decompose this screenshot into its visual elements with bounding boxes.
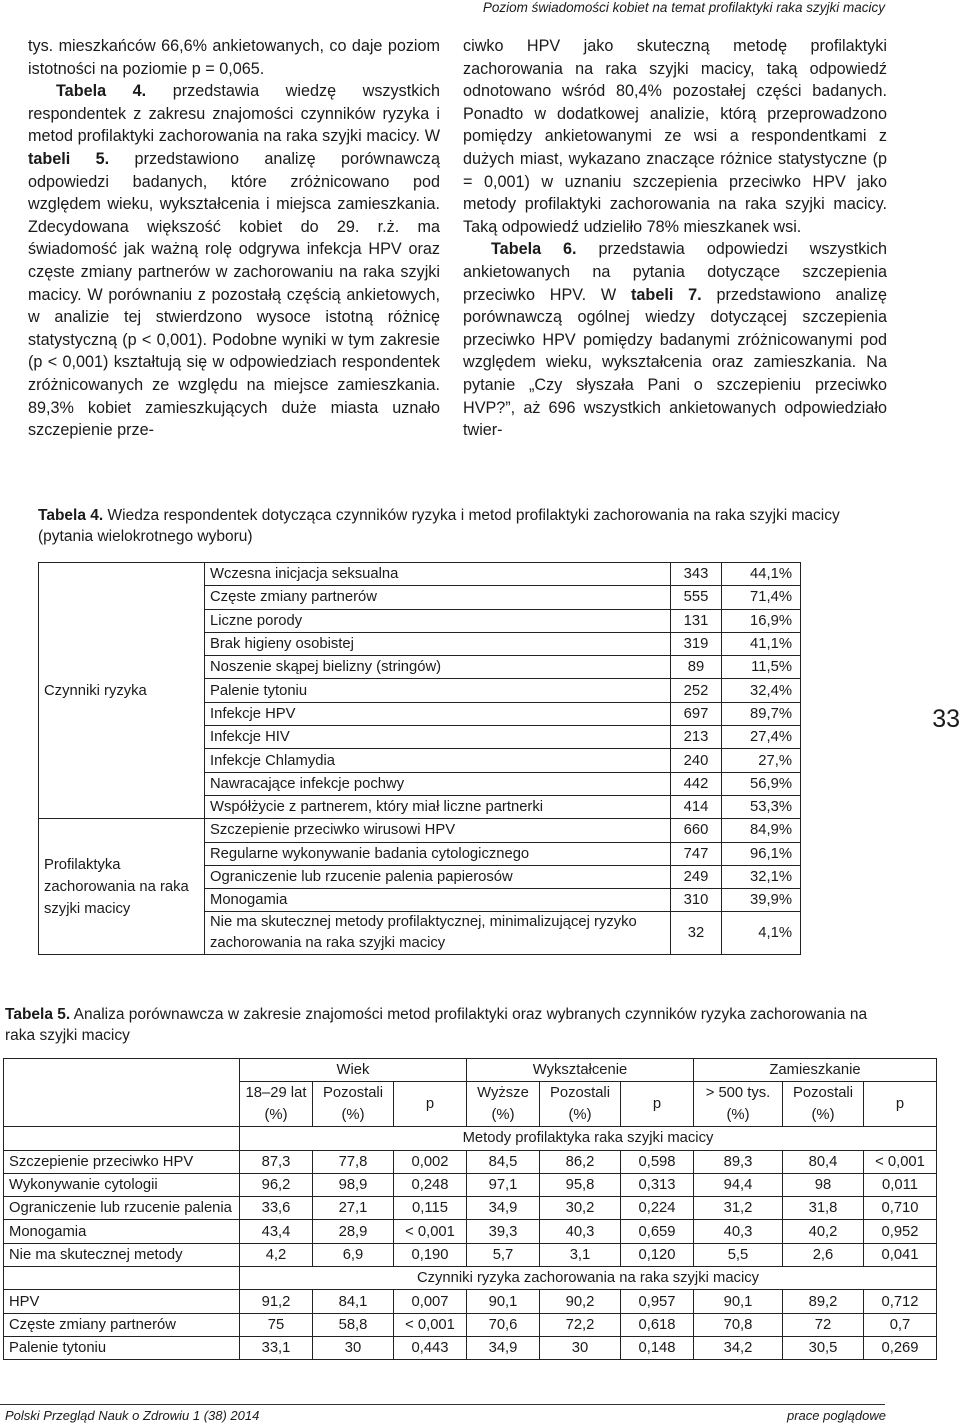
value-cell: < 0,001 (394, 1220, 467, 1243)
paragraph-text: przedstawia wiedzę wszystkich respondentek z zakresu znajomości czynników ryzyka i metod profilaktyki zachorowania na raka szyjki macicy. W (28, 82, 440, 146)
section-row (4, 1267, 937, 1290)
value-cell: 5,7 (467, 1243, 540, 1266)
value-cell: 90,2 (540, 1290, 621, 1313)
value-cell: 0,659 (621, 1220, 694, 1243)
paragraph-text: ciwko HPV jako skuteczną metodę profilaktyki zachorowania na raka szyjki macicy, taką odpowiedź odnotowano wśród 80,4% pozostałej części badanych. Ponadto w dodatkowej analizie, którą przeprowadzono pomiędzy ankietowanymi ze wsi a respondentkami z dużych miast, wykazano znaczące różnice statystyczne (p = 0,001) w uznaniu szczepienia przeciwko HPV jako metody profilaktyki zachorowania na raka szyjki macicy. Taką odpowiedź udzieliło 78% mieszkanek wsi. (463, 37, 887, 236)
item-cell: Infekcje HIV (205, 726, 671, 749)
count-cell: 442 (671, 772, 722, 795)
subheader-cell: Pozostali (%) (783, 1082, 864, 1127)
subheader-cell: p (621, 1082, 694, 1127)
empty-cell (4, 1127, 240, 1150)
table-row (39, 563, 801, 586)
section-title: Metody profilaktyka raka szyjki macicy (240, 1127, 937, 1150)
value-cell: 96,2 (240, 1173, 313, 1196)
value-cell: 75 (240, 1313, 313, 1336)
row-label: Nie ma skutecznej metody (4, 1243, 240, 1266)
row-label: Szczepienie przeciwko HPV (4, 1150, 240, 1173)
subheader-cell: p (394, 1082, 467, 1127)
percent-cell: 89,7% (722, 702, 801, 725)
paragraph-text: przedstawia odpowiedzi wszystkich ankietowanych na pytania dotyczące szczepienia przeciwko HPV. W (463, 240, 888, 304)
value-cell: 5,5 (694, 1243, 783, 1266)
value-cell: 97,1 (467, 1173, 540, 1196)
value-cell: 90,1 (694, 1290, 783, 1313)
value-cell: 30 (313, 1336, 394, 1359)
item-cell: Monogamia (205, 889, 671, 912)
value-cell: 72 (783, 1313, 864, 1336)
value-cell: 0,041 (864, 1243, 937, 1266)
value-cell: 40,3 (540, 1220, 621, 1243)
value-cell: 34,2 (694, 1336, 783, 1359)
empty-cell (4, 1059, 240, 1127)
running-header: Poziom świadomości kobiet na temat profilaktyki raka szyjki macicy (482, 0, 885, 15)
section-row (4, 1127, 937, 1150)
subheader-cell: p (864, 1082, 937, 1127)
footer-section: prace poglądowe (786, 1408, 886, 1423)
row-label: Wykonywanie cytologii (4, 1173, 240, 1196)
percent-cell: 44,1% (722, 563, 801, 586)
value-cell: 28,9 (313, 1220, 394, 1243)
percent-cell: 11,5% (722, 656, 801, 679)
value-cell: 0,618 (621, 1313, 694, 1336)
value-cell: 0,269 (864, 1336, 937, 1359)
empty-cell (4, 1267, 240, 1290)
item-cell: Szczepienie przeciwko wirusowi HPV (205, 819, 671, 842)
percent-cell: 32,1% (722, 865, 801, 888)
table-reference: tabeli 7. (631, 285, 702, 304)
value-cell: 6,9 (313, 1243, 394, 1266)
paragraph-text: przedstawiono analizę porównawczą ogólnej wiedzy dotyczącej szczepienia przeciwko HPV pomiędzy badanymi zróżnicowanymi pod względem wieku, wykształcenia oraz zamieszkania. Na pytanie „Czy słyszała Pani o szczepieniu przeciwko HVP?”, aż 696 wszystkich ankietowanych odpowiedziało twier- (463, 285, 887, 440)
item-cell: Współżycie z partnerem, który miał liczne partnerki (205, 795, 671, 818)
value-cell: 2,6 (783, 1243, 864, 1266)
value-cell: < 0,001 (864, 1150, 937, 1173)
group-header: Wykształcenie (467, 1059, 694, 1082)
value-cell: 0,712 (864, 1290, 937, 1313)
value-cell: 0,148 (621, 1336, 694, 1359)
value-cell: 40,2 (783, 1220, 864, 1243)
text-column-right (463, 35, 887, 442)
percent-cell: 32,4% (722, 679, 801, 702)
percent-cell: 27,4% (722, 726, 801, 749)
caption-label: Tabela 5. (5, 1006, 71, 1023)
count-cell: 343 (671, 563, 722, 586)
paragraph (463, 35, 887, 238)
percent-cell: 84,9% (722, 819, 801, 842)
table4-caption (38, 505, 868, 547)
value-cell: 70,8 (694, 1313, 783, 1336)
group-header: Zamieszkanie (694, 1059, 937, 1082)
percent-cell: 39,9% (722, 889, 801, 912)
value-cell: 0,007 (394, 1290, 467, 1313)
value-cell: 87,3 (240, 1150, 313, 1173)
caption-text: Analiza porównawcza w zakresie znajomości metod profilaktyki oraz wybranych czynników ryzyka zachorowania na raka szyjki macicy (5, 1006, 868, 1044)
subheader-cell: Pozostali (%) (313, 1082, 394, 1127)
value-cell: 89,3 (694, 1150, 783, 1173)
value-cell: 98 (783, 1173, 864, 1196)
value-cell: 34,9 (467, 1197, 540, 1220)
count-cell: 319 (671, 632, 722, 655)
value-cell: 0,952 (864, 1220, 937, 1243)
percent-cell: 4,1% (722, 912, 801, 955)
paragraph-text: tys. mieszkańców 66,6% ankietowanych, co daje poziom istotności na poziomie p = 0,065. (28, 37, 440, 78)
table-row (39, 819, 801, 842)
row-label: Monogamia (4, 1220, 240, 1243)
count-cell: 240 (671, 749, 722, 772)
percent-cell: 56,9% (722, 772, 801, 795)
footer-rule (0, 1404, 885, 1405)
subheader-cell: 18–29 lat (%) (240, 1082, 313, 1127)
value-cell: 30,5 (783, 1336, 864, 1359)
count-cell: 252 (671, 679, 722, 702)
table5-caption (5, 1004, 890, 1046)
count-cell: 747 (671, 842, 722, 865)
value-cell: 0,011 (864, 1173, 937, 1196)
value-cell: 31,8 (783, 1197, 864, 1220)
table-reference: tabeli 5. (28, 149, 110, 168)
text-column-left (28, 35, 440, 442)
item-cell: Wczesna inicjacja seksualna (205, 563, 671, 586)
row-label: Częste zmiany partnerów (4, 1313, 240, 1336)
row-label: Ograniczenie lub rzucenie palenia (4, 1197, 240, 1220)
row-label: Palenie tytoniu (4, 1336, 240, 1359)
section-title: Czynniki ryzyka zachorowania na raka szyjki macicy (240, 1267, 937, 1290)
table4 (38, 562, 801, 955)
value-cell: < 0,001 (394, 1313, 467, 1336)
page-number: 33 (932, 705, 960, 733)
value-cell: 77,8 (313, 1150, 394, 1173)
table-row (4, 1173, 937, 1196)
header-row (4, 1059, 937, 1082)
value-cell: 30,2 (540, 1197, 621, 1220)
subheader-cell: Wyższe (%) (467, 1082, 540, 1127)
count-cell: 660 (671, 819, 722, 842)
caption-text: Wiedza respondentek dotycząca czynników ryzyka i metod profilaktyki zachorowania na raka szyjki macicy (pytania wielokrotnego wyboru) (38, 507, 840, 545)
item-cell: Częste zmiany partnerów (205, 586, 671, 609)
percent-cell: 96,1% (722, 842, 801, 865)
value-cell: 0,190 (394, 1243, 467, 1266)
count-cell: 32 (671, 912, 722, 955)
value-cell: 3,1 (540, 1243, 621, 1266)
percent-cell: 53,3% (722, 795, 801, 818)
value-cell: 0,248 (394, 1173, 467, 1196)
item-cell: Infekcje HPV (205, 702, 671, 725)
count-cell: 414 (671, 795, 722, 818)
value-cell: 86,2 (540, 1150, 621, 1173)
value-cell: 70,6 (467, 1313, 540, 1336)
table-row (4, 1220, 937, 1243)
value-cell: 90,1 (467, 1290, 540, 1313)
value-cell: 43,4 (240, 1220, 313, 1243)
count-cell: 213 (671, 726, 722, 749)
group-header: Wiek (240, 1059, 467, 1082)
value-cell: 0,443 (394, 1336, 467, 1359)
item-cell: Nawracające infekcje pochwy (205, 772, 671, 795)
value-cell: 0,957 (621, 1290, 694, 1313)
table-row (4, 1150, 937, 1173)
value-cell: 0,002 (394, 1150, 467, 1173)
table5 (3, 1058, 937, 1360)
value-cell: 98,9 (313, 1173, 394, 1196)
value-cell: 72,2 (540, 1313, 621, 1336)
group-label-prevention: Profilaktyka zachorowania na raka szyjki macicy (39, 819, 205, 955)
count-cell: 310 (671, 889, 722, 912)
paragraph (28, 35, 440, 80)
item-cell: Nie ma skutecznej metody profilaktycznej, minimalizującej ryzyko zachorowania na raka szyjki macicy (205, 912, 671, 955)
percent-cell: 27,% (722, 749, 801, 772)
row-label: HPV (4, 1290, 240, 1313)
paragraph-text: przedstawiono analizę porównawczą odpowiedzi badanych, które zróżnicowano pod względem wieku, wykształcenia i miejsca zamieszkania. Zdecydowana większość kobiet do 29. r.ż. ma świadomość jak ważną rolę odgrywa infekcja HPV oraz częste zmiany partnerów w zachorowaniu na raka szyjki macicy. W porównaniu z pozostałą częścią ankietowych, w analizie tej stwierdzono wysoce istotną różnicę statystyczną (p < 0,001). Podobne wyniki w tym zakresie (p < 0,001) kształtują się w odpowiedziach respondentek zróżnicowanych ze względu na miejsce zamieszkania. 89,3% kobiet zamieszkujących duże miasta uznało szczepienie prze- (28, 149, 440, 440)
value-cell: 91,2 (240, 1290, 313, 1313)
value-cell: 0,710 (864, 1197, 937, 1220)
count-cell: 131 (671, 609, 722, 632)
value-cell: 40,3 (694, 1220, 783, 1243)
value-cell: 0,224 (621, 1197, 694, 1220)
value-cell: 89,2 (783, 1290, 864, 1313)
value-cell: 33,6 (240, 1197, 313, 1220)
count-cell: 89 (671, 656, 722, 679)
footer-journal: Polski Przegląd Nauk o Zdrowiu 1 (38) 2014 (5, 1408, 260, 1423)
value-cell: 4,2 (240, 1243, 313, 1266)
value-cell: 84,5 (467, 1150, 540, 1173)
value-cell: 0,115 (394, 1197, 467, 1220)
table-reference: Tabela 6. (491, 240, 577, 259)
value-cell: 30 (540, 1336, 621, 1359)
table-row (4, 1197, 937, 1220)
percent-cell: 41,1% (722, 632, 801, 655)
paragraph (28, 80, 440, 442)
value-cell: 95,8 (540, 1173, 621, 1196)
percent-cell: 71,4% (722, 586, 801, 609)
value-cell: 33,1 (240, 1336, 313, 1359)
item-cell: Ograniczenie lub rzucenie palenia papierosów (205, 865, 671, 888)
subheader-cell: Pozostali (%) (540, 1082, 621, 1127)
table-row (4, 1313, 937, 1336)
subheader-cell: > 500 tys. (%) (694, 1082, 783, 1127)
value-cell: 80,4 (783, 1150, 864, 1173)
value-cell: 31,2 (694, 1197, 783, 1220)
table-reference: Tabela 4. (56, 82, 147, 101)
count-cell: 697 (671, 702, 722, 725)
paragraph (463, 238, 887, 441)
value-cell: 0,313 (621, 1173, 694, 1196)
value-cell: 58,8 (313, 1313, 394, 1336)
table-row (4, 1290, 937, 1313)
item-cell: Regularne wykonywanie badania cytologicznego (205, 842, 671, 865)
value-cell: 27,1 (313, 1197, 394, 1220)
group-label-risk-factors: Czynniki ryzyka (39, 563, 205, 819)
value-cell: 84,1 (313, 1290, 394, 1313)
table-row (4, 1243, 937, 1266)
value-cell: 39,3 (467, 1220, 540, 1243)
count-cell: 555 (671, 586, 722, 609)
count-cell: 249 (671, 865, 722, 888)
item-cell: Palenie tytoniu (205, 679, 671, 702)
value-cell: 34,9 (467, 1336, 540, 1359)
item-cell: Brak higieny osobistej (205, 632, 671, 655)
value-cell: 0,598 (621, 1150, 694, 1173)
caption-label: Tabela 4. (38, 507, 104, 524)
table-row (4, 1336, 937, 1359)
value-cell: 0,7 (864, 1313, 937, 1336)
percent-cell: 16,9% (722, 609, 801, 632)
item-cell: Liczne porody (205, 609, 671, 632)
item-cell: Noszenie skąpej bielizny (stringów) (205, 656, 671, 679)
value-cell: 0,120 (621, 1243, 694, 1266)
item-cell: Infekcje Chlamydia (205, 749, 671, 772)
value-cell: 94,4 (694, 1173, 783, 1196)
